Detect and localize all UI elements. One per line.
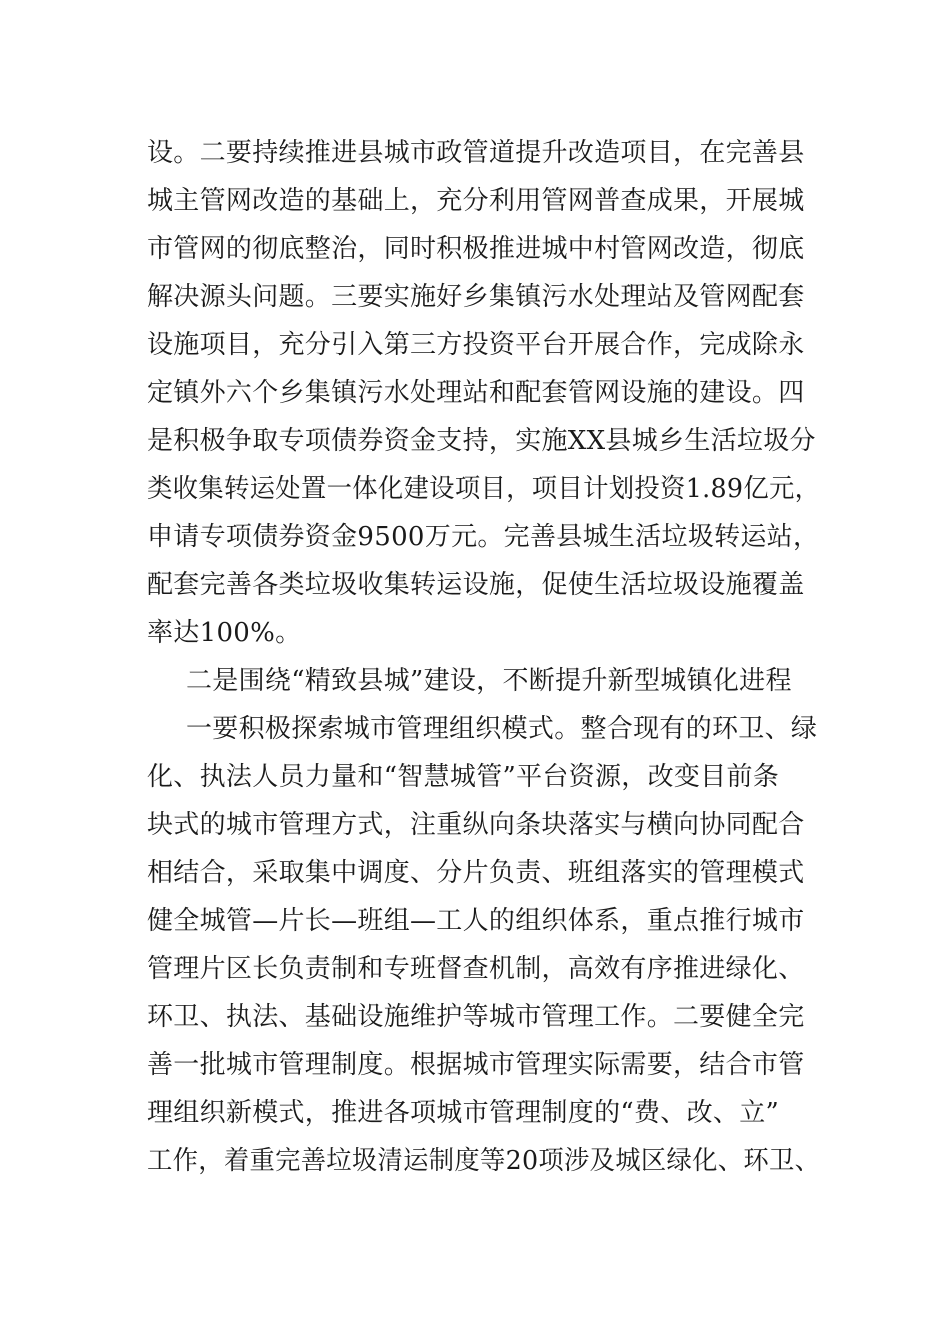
text-line: 是积极争取专项债券资金支持，实施XX县城乡生活垃圾分 xyxy=(147,426,816,456)
text-line: 环卫、执法、基础设施维护等城市管理工作。二要健全完 xyxy=(147,1002,805,1032)
text-line: 相结合，采取集中调度、分片负责、班组落实的管理模式 xyxy=(147,858,805,888)
section-heading: 二是围绕“精致县城”建设，不断提升新型城镇化进程 xyxy=(186,666,792,696)
text-line: 率达100%。 xyxy=(147,618,302,648)
text-line: 申请专项债券资金9500万元。完善县城生活垃圾转运站， xyxy=(147,522,820,552)
text-line: 配套完善各类垃圾收集转运设施，促使生活垃圾设施覆盖 xyxy=(147,570,805,600)
text-line: 化、执法人员力量和“智慧城管”平台资源，改变目前条 xyxy=(147,762,780,792)
text-line: 类收集转运处置一体化建设项目，项目计划投资1.89亿元， xyxy=(147,474,821,504)
text-line: 设施项目，充分引入第三方投资平台开展合作，完成除永 xyxy=(147,330,805,360)
text-line: 城主管网改造的基础上，充分利用管网普查成果，开展城 xyxy=(147,186,805,216)
text-line: 管理片区长负责制和专班督查机制，高效有序推进绿化、 xyxy=(147,954,805,984)
text-line: 健全城管—片长—班组—工人的组织体系，重点推行城市 xyxy=(147,906,805,936)
text-line: 工作，着重完善垃圾清运制度等20项涉及城区绿化、环卫、 xyxy=(147,1146,821,1176)
text-line: 定镇外六个乡集镇污水处理站和配套管网设施的建设。四 xyxy=(147,378,805,408)
text-line: 善一批城市管理制度。根据城市管理实际需要，结合市管 xyxy=(147,1050,805,1080)
text-line: 一要积极探索城市管理组织模式。整合现有的环卫、绿 xyxy=(186,714,818,744)
text-line: 块式的城市管理方式，注重纵向条块落实与横向协同配合 xyxy=(147,810,805,840)
text-line: 市管网的彻底整治，同时积极推进城中村管网改造，彻底 xyxy=(147,234,805,264)
text-line: 解决源头问题。三要实施好乡集镇污水处理站及管网配套 xyxy=(147,282,805,312)
text-line: 理组织新模式，推进各项城市管理制度的“费、改、立” xyxy=(147,1098,780,1128)
text-line: 设。二要持续推进县城市政管道提升改造项目，在完善县 xyxy=(147,138,805,168)
